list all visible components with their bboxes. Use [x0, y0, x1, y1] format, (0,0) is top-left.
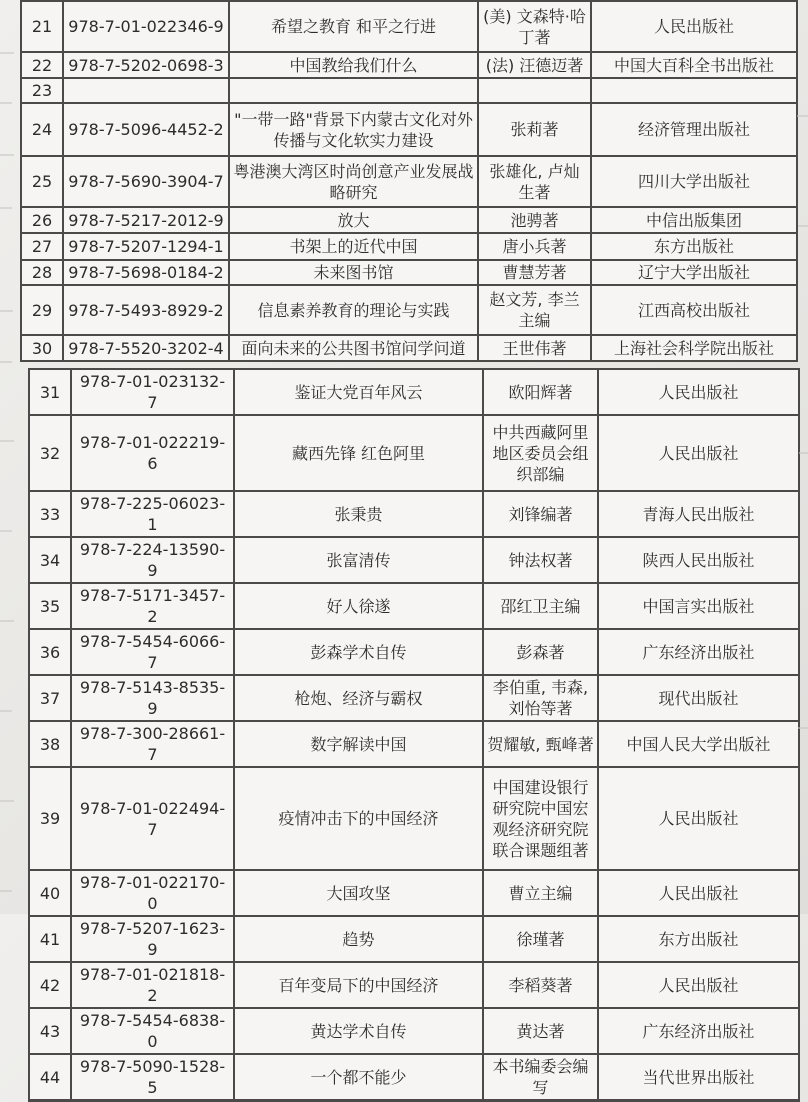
margin-artifact-line [0, 530, 12, 532]
author-cell: 欧阳辉著 [483, 369, 598, 415]
isbn-cell: 978-7-300-28661-7 [71, 721, 234, 767]
author-cell: 赵文芳, 李兰主编 [478, 285, 591, 335]
isbn-cell: 978-7-01-022494-7 [71, 767, 234, 870]
margin-artifact-line [0, 52, 14, 54]
margin-artifact-line [0, 800, 14, 802]
row-number-cell: 41 [29, 916, 71, 962]
margin-artifact-line [0, 310, 13, 312]
row-number-cell: 21 [21, 1, 63, 52]
title-cell: 张秉贵 [234, 491, 483, 537]
author-cell: 曹慧芳著 [478, 260, 591, 285]
row-number-cell: 36 [29, 629, 71, 675]
table-row [21, 52, 797, 78]
publisher-cell: 上海社会科学院出版社 [591, 335, 797, 361]
publisher-cell [591, 78, 797, 103]
row-number-cell: 37 [29, 675, 71, 721]
author-cell: 黄达著 [483, 1008, 598, 1054]
author-cell [478, 78, 591, 103]
table-row [29, 537, 799, 583]
table-row [29, 767, 799, 870]
table-row [21, 78, 797, 103]
title-cell: 鉴证大党百年风云 [234, 369, 483, 415]
row-number-cell: 24 [21, 103, 63, 156]
row-number-cell: 44 [29, 1054, 71, 1101]
row-number-cell: 26 [21, 207, 63, 233]
publisher-cell: 人民出版社 [598, 369, 799, 415]
author-cell: 贺耀敏, 甄峰著 [483, 721, 598, 767]
title-cell: 藏西先锋 红色阿里 [234, 415, 483, 491]
row-number-cell: 25 [21, 156, 63, 207]
title-cell: 疫情冲击下的中国经济 [234, 767, 483, 870]
table-row [29, 721, 799, 767]
publisher-cell: 辽宁大学出版社 [591, 260, 797, 285]
title-cell: 书架上的近代中国 [229, 233, 478, 260]
author-cell: 彭森著 [483, 629, 598, 675]
row-number-cell: 31 [29, 369, 71, 415]
row-number-cell: 32 [29, 415, 71, 491]
table-row [29, 675, 799, 721]
publisher-cell: 人民出版社 [598, 962, 799, 1008]
table-row [21, 103, 797, 156]
table-row [21, 1, 797, 52]
publisher-cell: 人民出版社 [598, 415, 799, 491]
author-cell: 池骋著 [478, 207, 591, 233]
author-cell: 中共西藏阿里地区委员会组织部编 [483, 415, 598, 491]
author-cell: 本书编委会编写 [483, 1054, 598, 1101]
publisher-cell: 现代出版社 [598, 675, 799, 721]
row-number-cell: 40 [29, 870, 71, 916]
isbn-cell [63, 78, 229, 103]
isbn-cell: 978-7-5090-1528-5 [71, 1054, 234, 1101]
margin-artifact-line [0, 361, 12, 363]
margin-artifact-line [0, 102, 12, 104]
isbn-cell: 978-7-01-023132-7 [71, 369, 234, 415]
table-row [29, 415, 799, 491]
title-cell: "一带一路"背景下内蒙古文化对外传播与文化软实力建设 [229, 103, 478, 156]
table-row [29, 870, 799, 916]
title-cell: 一个都不能少 [234, 1054, 483, 1101]
title-cell: 百年变局下的中国经济 [234, 962, 483, 1008]
publisher-cell: 人民出版社 [598, 870, 799, 916]
publisher-cell: 四川大学出版社 [591, 156, 797, 207]
isbn-cell: 978-7-5202-0698-3 [63, 52, 229, 78]
isbn-cell: 978-7-5096-4452-2 [63, 103, 229, 156]
author-cell: 李伯重, 韦森, 刘怡等著 [483, 675, 598, 721]
table-row [29, 1054, 799, 1101]
title-cell: 信息素养教育的理论与实践 [229, 285, 478, 335]
row-number-cell: 27 [21, 233, 63, 260]
row-number-cell: 22 [21, 52, 63, 78]
publisher-cell: 中国人民大学出版社 [598, 721, 799, 767]
table-row [21, 285, 797, 335]
publisher-cell: 中信出版集团 [591, 207, 797, 233]
title-cell [229, 78, 478, 103]
margin-artifact-line [0, 154, 14, 156]
isbn-cell: 978-7-5454-6838-0 [71, 1008, 234, 1054]
book-table-upper [20, 0, 798, 362]
author-cell: (法) 汪德迈著 [478, 52, 591, 78]
author-cell: 刘锋编著 [483, 491, 598, 537]
row-number-cell: 23 [21, 78, 63, 103]
isbn-cell: 978-7-01-022219-6 [71, 415, 234, 491]
row-number-cell: 42 [29, 962, 71, 1008]
title-cell: 未来图书馆 [229, 260, 478, 285]
table-row [29, 491, 799, 537]
table-row [29, 629, 799, 675]
row-number-cell: 38 [29, 721, 71, 767]
margin-artifact-line [0, 440, 14, 442]
title-cell: 数字解读中国 [234, 721, 483, 767]
publisher-cell: 当代世界出版社 [598, 1054, 799, 1101]
publisher-cell: 陕西人民出版社 [598, 537, 799, 583]
book-table-lower [28, 368, 800, 1102]
publisher-cell: 人民出版社 [591, 1, 797, 52]
table-row [29, 369, 799, 415]
isbn-cell: 978-7-5207-1623-9 [71, 916, 234, 962]
table-row [29, 583, 799, 629]
title-cell: 彭森学术自传 [234, 629, 483, 675]
row-number-cell: 30 [21, 335, 63, 361]
author-cell: 张莉著 [478, 103, 591, 156]
margin-artifact-line [798, 225, 808, 227]
isbn-cell: 978-7-5217-2012-9 [63, 207, 229, 233]
author-cell: (美) 文森特·哈丁著 [478, 1, 591, 52]
margin-artifact-line [0, 710, 12, 712]
table-row [21, 260, 797, 285]
publisher-cell: 广东经济出版社 [598, 1008, 799, 1054]
title-cell: 张富清传 [234, 537, 483, 583]
margin-artifact-line [0, 620, 14, 622]
author-cell: 唐小兵著 [478, 233, 591, 260]
table-row [21, 207, 797, 233]
isbn-cell: 978-7-5171-3457-2 [71, 583, 234, 629]
title-cell: 中国教给我们什么 [229, 52, 478, 78]
margin-artifact-line [0, 207, 12, 209]
table-row [21, 233, 797, 260]
row-number-cell: 29 [21, 285, 63, 335]
isbn-cell: 978-7-5690-3904-7 [63, 156, 229, 207]
isbn-cell: 978-7-5493-8929-2 [63, 285, 229, 335]
table-row [21, 335, 797, 361]
isbn-cell: 978-7-5143-8535-9 [71, 675, 234, 721]
row-number-cell: 43 [29, 1008, 71, 1054]
author-cell: 王世伟著 [478, 335, 591, 361]
publisher-cell: 广东经济出版社 [598, 629, 799, 675]
author-cell: 徐瑾著 [483, 916, 598, 962]
row-number-cell: 33 [29, 491, 71, 537]
author-cell: 曹立主编 [483, 870, 598, 916]
row-number-cell: 28 [21, 260, 63, 285]
isbn-cell: 978-7-5207-1294-1 [63, 233, 229, 260]
title-cell: 面向未来的公共图书馆问学问道 [229, 335, 478, 361]
isbn-cell: 978-7-01-022170-0 [71, 870, 234, 916]
publisher-cell: 中国言实出版社 [598, 583, 799, 629]
row-number-cell: 39 [29, 767, 71, 870]
isbn-cell: 978-7-5698-0184-2 [63, 260, 229, 285]
isbn-cell: 978-7-224-13590-9 [71, 537, 234, 583]
author-cell: 张雄化, 卢灿生著 [478, 156, 591, 207]
publisher-cell: 经济管理出版社 [591, 103, 797, 156]
table-row [21, 156, 797, 207]
title-cell: 趋势 [234, 916, 483, 962]
title-cell: 好人徐遂 [234, 583, 483, 629]
row-number-cell: 34 [29, 537, 71, 583]
isbn-cell: 978-7-225-06023-1 [71, 491, 234, 537]
title-cell: 放大 [229, 207, 478, 233]
isbn-cell: 978-7-5454-6066-7 [71, 629, 234, 675]
title-cell: 粤港澳大湾区时尚创意产业发展战略研究 [229, 156, 478, 207]
isbn-cell: 978-7-01-022346-9 [63, 1, 229, 52]
table-row [29, 1008, 799, 1054]
publisher-cell: 江西高校出版社 [591, 285, 797, 335]
table-row [29, 916, 799, 962]
publisher-cell: 东方出版社 [598, 916, 799, 962]
publisher-cell: 青海人民出版社 [598, 491, 799, 537]
title-cell: 大国攻坚 [234, 870, 483, 916]
author-cell: 中国建设银行研究院中国宏观经济研究院联合课题组著 [483, 767, 598, 870]
title-cell: 黄达学术自传 [234, 1008, 483, 1054]
isbn-cell: 978-7-01-021818-2 [71, 962, 234, 1008]
title-cell: 希望之教育 和平之行进 [229, 1, 478, 52]
row-number-cell: 35 [29, 583, 71, 629]
publisher-cell: 中国大百科全书出版社 [591, 52, 797, 78]
margin-artifact-line [799, 452, 808, 454]
publisher-cell: 东方出版社 [591, 233, 797, 260]
margin-artifact-line [797, 115, 808, 117]
margin-artifact-line [798, 727, 808, 729]
author-cell: 钟法权著 [483, 537, 598, 583]
table-row [29, 962, 799, 1008]
author-cell: 邵红卫主编 [483, 583, 598, 629]
title-cell: 枪炮、经济与霸权 [234, 675, 483, 721]
isbn-cell: 978-7-5520-3202-4 [63, 335, 229, 361]
author-cell: 李稻葵著 [483, 962, 598, 1008]
publisher-cell: 人民出版社 [598, 767, 799, 870]
margin-artifact-line [0, 890, 12, 892]
